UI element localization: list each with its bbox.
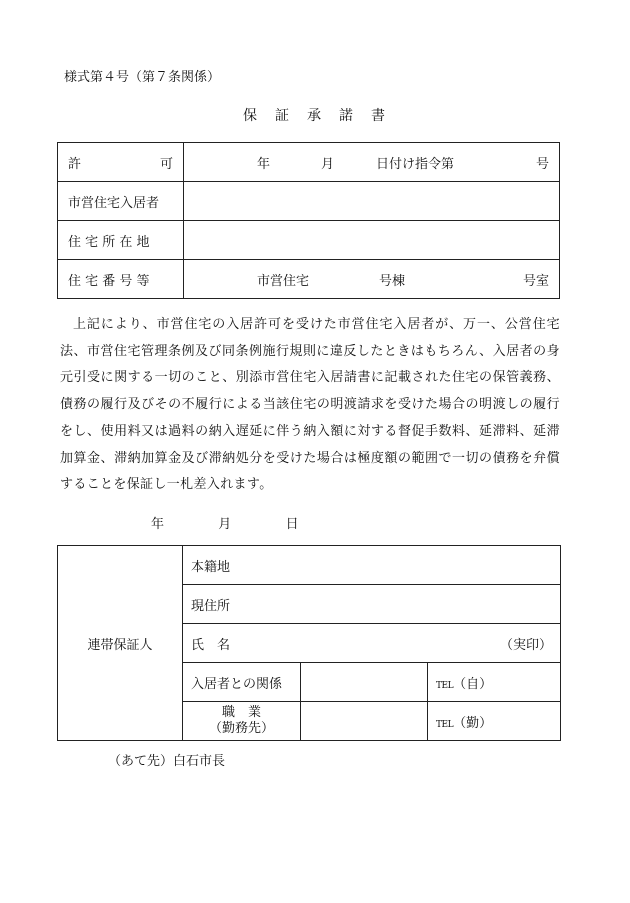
- occupation-label: 職 業: [221, 705, 261, 720]
- tel-label: TEL: [436, 680, 454, 691]
- location-value-cell[interactable]: [184, 221, 560, 260]
- permit-year-label: 年: [257, 156, 271, 172]
- domicile-label: 本籍地: [191, 559, 231, 575]
- housing-number-value-cell[interactable]: [184, 260, 560, 299]
- form-number: 様式第４号（第７条関係）: [64, 70, 221, 85]
- work-phone-label: （勤）: [453, 715, 493, 731]
- guarantor-table: [57, 545, 561, 741]
- name-label: 氏 名: [191, 637, 231, 653]
- permit-label-left: 許: [68, 156, 82, 172]
- date-line[interactable]: [151, 513, 299, 532]
- seal-label: （実印）: [499, 637, 552, 653]
- tenant-value-cell[interactable]: [184, 182, 560, 221]
- permit-label-right: 可: [159, 156, 173, 172]
- guarantee-statement: 上記により、市営住宅の入居許可を受けた市営住宅入居者が、万一、公営住宅法、市営住宅管理条例及び同条例施行規則に違反したときはもちろん、入居者の身元引受に関する一切のこと、別添市営住宅入居請書に記載された住宅の保管義務、債務の履行及びその不履行による当該住宅の明渡請求を受けた場合の明渡しの履行をし、使用料又は過料の納入遅延に伴う納入額に対する督促手数料、延滞料、延滞加算金、滞納加算金及び滞納処分を受けた場合は極度額の範囲で一切の債務を弁償することを保証し一札差入れます。: [60, 317, 560, 493]
- document-title: 保 証 承 諾 書: [243, 108, 387, 124]
- tel-label: TEL: [436, 719, 454, 730]
- permit-month-label: 月: [321, 156, 335, 172]
- permit-label-cell: [58, 143, 184, 182]
- joint-guarantor-label: 連帯保証人: [58, 546, 183, 741]
- location-label: 住 宅 所 在 地: [58, 221, 184, 260]
- date-year-label: 年: [151, 517, 165, 532]
- employer-label: （勤務先）: [208, 721, 274, 736]
- date-month-label: 月: [218, 517, 232, 532]
- addressee: （あて先）白石市長: [108, 754, 226, 769]
- relation-value-cell[interactable]: [301, 663, 428, 702]
- permit-date-directive-label: 日付け指令第: [376, 156, 455, 172]
- home-phone-label: （自）: [453, 676, 493, 692]
- address-label: 現住所: [191, 598, 231, 614]
- tenant-row: [58, 182, 560, 221]
- address-cell[interactable]: [183, 585, 561, 624]
- occupation-value-cell[interactable]: [301, 702, 428, 741]
- permit-number-label: 号: [535, 156, 549, 172]
- tenant-label: 市営住宅入居者: [58, 182, 184, 221]
- domicile-cell[interactable]: [183, 546, 561, 585]
- work-phone-cell[interactable]: [428, 702, 561, 741]
- location-row: [58, 221, 560, 260]
- relation-label: 入居者との関係: [183, 663, 301, 702]
- name-cell[interactable]: [183, 624, 561, 663]
- date-day-label: 日: [285, 517, 299, 532]
- permit-row: [58, 143, 560, 182]
- home-phone-cell[interactable]: [428, 663, 561, 702]
- occupation-label-cell: [183, 702, 301, 741]
- domicile-row: [58, 546, 561, 585]
- housing-number-label: 住 宅 番 号 等: [58, 260, 184, 299]
- housing-number-row: [58, 260, 560, 299]
- housing-name-label: 市営住宅: [257, 273, 310, 289]
- building-label: 号棟: [379, 273, 406, 289]
- permit-value-cell[interactable]: [184, 143, 560, 182]
- room-label: 号室: [522, 273, 549, 289]
- permit-table: [57, 142, 560, 299]
